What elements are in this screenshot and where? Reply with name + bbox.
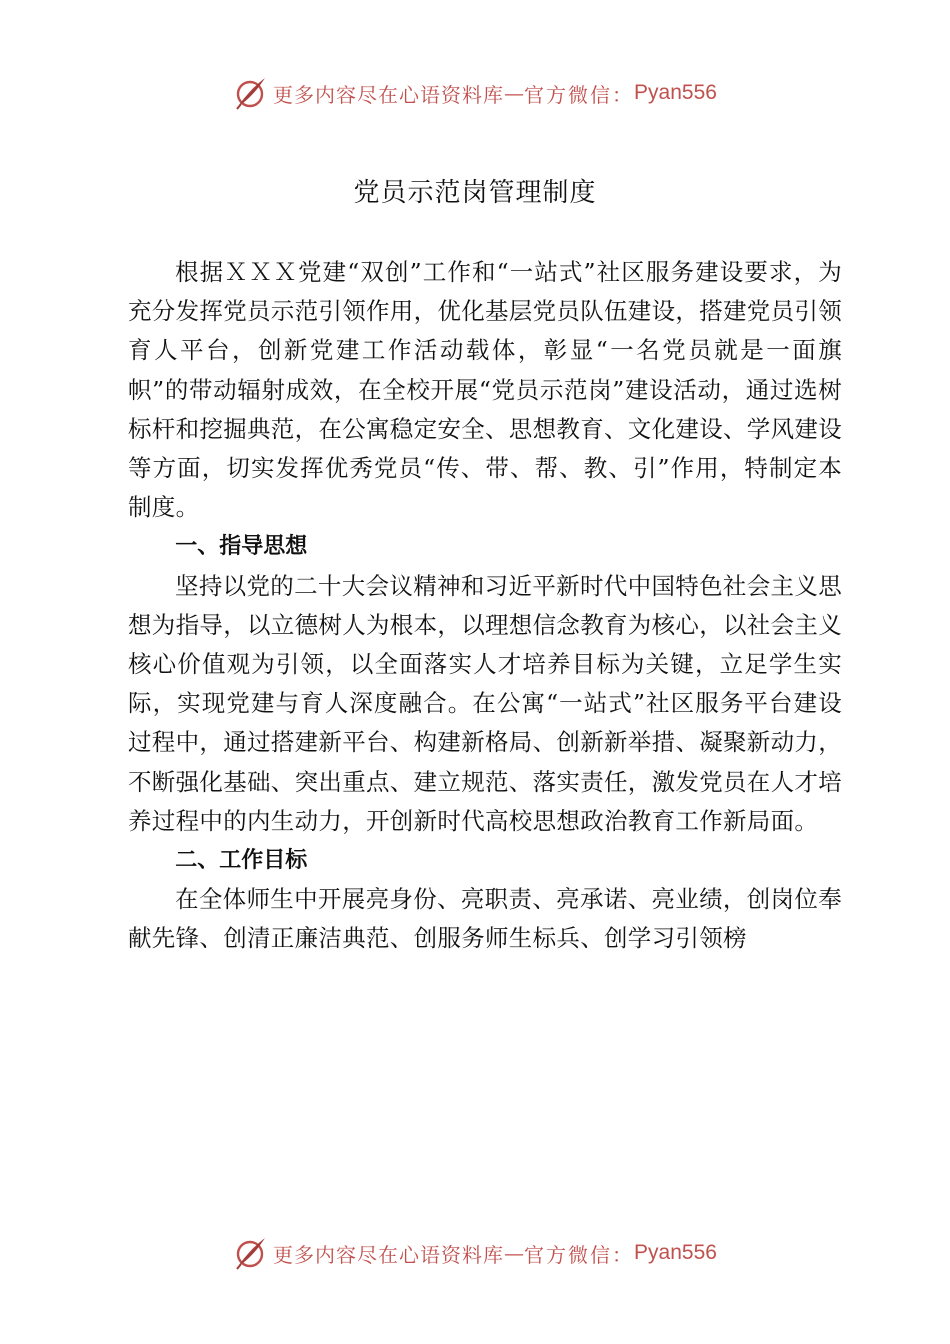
document-title: 党员示范岗管理制度 [353,178,597,208]
section-heading-guiding-ideology: 一、指导思想 [175,534,308,560]
section-body-guiding-ideology: 坚持以党的二十大会议精神和习近平新时代中国特色社会主义思想为指导，以立德树人为根本，以理想信念教育为核心，以社会主义核心价值观为引领，以全面落实人才培养目标为关键，立足学生实际，实现党建与育人深度融合。在公寓“一站式”社区服务平台建设过程中，通过搭建新平台、构建新格局、创新新举措、凝聚新动力，不断强化基础、突出重点、建立规范、落实责任，激发党员在人才培养过程中的内生动力，开创新时代高校思想政治教育工作新局面。 [128,571,842,835]
quill-logo-icon [233,75,269,111]
wechat-id: Pyan556 [634,1241,717,1264]
banner-slogan: 更多内容尽在心语资料库 [273,1242,505,1267]
banner-separator: — [504,1241,525,1265]
footer-watermark-banner [0,1233,950,1273]
intro-paragraph: 根据ＸＸＸ党建“双创”工作和“一站式”社区服务建设要求，为充分发挥党员示范引领作用，优化基层党员队伍建设，搭建党员引领育人平台，创新党建工作活动载体，彰显“一名党员就是一面旗帜”的带动辐射成效，在全校开展“党员示范岗”建设活动，通过选树标杆和挖掘典范，在公寓稳定安全、思想教育、文化建设、学风建设等方面，切实发挥优秀党员“传、带、帮、教、引”作用，特制定本制度。 [128,258,842,522]
wechat-label: 官方微信： [524,82,635,107]
banner-separator: — [504,81,525,105]
banner-slogan: 更多内容尽在心语资料库 [273,82,505,107]
header-watermark-banner [0,73,950,113]
section-heading-work-goals: 二、工作目标 [175,848,308,874]
document-body [128,253,842,959]
wechat-label: 官方微信： [524,1242,635,1267]
wechat-id: Pyan556 [634,81,717,104]
quill-logo-icon [233,1235,269,1271]
section-body-work-goals: 在全体师生中开展亮身份、亮职责、亮承诺、亮业绩，创岗位奉献先锋、创清正廉洁典范、创服务师生标兵、创学习引领榜 [128,885,842,953]
